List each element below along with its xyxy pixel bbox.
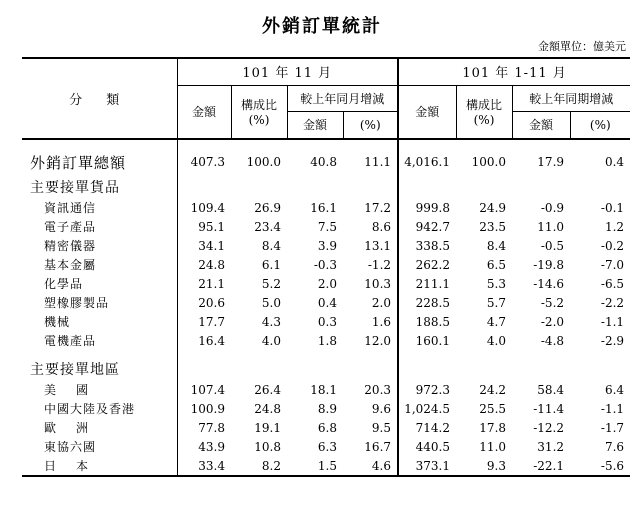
cell: -2.0 bbox=[540, 314, 565, 329]
row-label: 機械 bbox=[44, 315, 71, 329]
row-label: 中國大陸及香港 bbox=[44, 402, 136, 416]
share-header-2 bbox=[456, 85, 512, 139]
cell: 211.1 bbox=[398, 274, 456, 293]
page-title: 外銷訂單統計 bbox=[262, 16, 382, 37]
cell: 13.1 bbox=[364, 238, 392, 253]
cell: -1.2 bbox=[367, 257, 392, 272]
share-header-1 bbox=[231, 85, 287, 139]
cell: 0.4 bbox=[317, 295, 337, 310]
row-label: 歐洲 bbox=[44, 421, 109, 435]
table-row bbox=[22, 217, 630, 236]
cell: 100.0 bbox=[471, 155, 507, 169]
row-label: 日本 bbox=[44, 459, 109, 473]
cell: 0.3 bbox=[317, 314, 337, 329]
cell: -5.2 bbox=[540, 295, 565, 310]
row-label: 資訊通信 bbox=[44, 201, 97, 215]
cell: 12.0 bbox=[364, 333, 392, 348]
cell: 3.9 bbox=[317, 238, 337, 253]
cell: -0.1 bbox=[600, 200, 625, 215]
cell: 11.0 bbox=[537, 219, 565, 234]
cell: 16.4 bbox=[177, 331, 231, 350]
cell: 373.1 bbox=[398, 456, 456, 476]
cell: 972.3 bbox=[398, 380, 456, 399]
cell: 34.1 bbox=[177, 236, 231, 255]
cell: 4.7 bbox=[486, 314, 507, 329]
cell: 24.2 bbox=[479, 382, 507, 397]
cell: 10.3 bbox=[364, 276, 392, 291]
table-row bbox=[22, 274, 630, 293]
section-gap bbox=[22, 350, 630, 358]
table-row bbox=[22, 293, 630, 312]
cell: -12.2 bbox=[533, 420, 565, 435]
cell: 95.1 bbox=[177, 217, 231, 236]
amount-header-2: 金額 bbox=[398, 85, 456, 139]
cell: 4.6 bbox=[371, 458, 392, 473]
table-row bbox=[22, 456, 630, 476]
share-header-1-line2: (%) bbox=[248, 113, 270, 128]
cell: 2.0 bbox=[371, 295, 392, 310]
cell: 1.2 bbox=[604, 219, 625, 234]
cell: 9.5 bbox=[371, 420, 392, 435]
cell: 11.0 bbox=[479, 439, 507, 454]
cell: -1.7 bbox=[600, 420, 625, 435]
cell: 16.7 bbox=[364, 439, 392, 454]
cell: 8.2 bbox=[261, 458, 281, 473]
export-orders-table bbox=[22, 57, 630, 477]
section-title-regions: 主要接單地區 bbox=[30, 362, 120, 378]
cell: 8.4 bbox=[261, 238, 281, 253]
cell: -14.6 bbox=[533, 276, 565, 291]
cell: 262.2 bbox=[398, 255, 456, 274]
cell: 40.8 bbox=[310, 155, 337, 169]
cell: 6.5 bbox=[486, 257, 507, 272]
cell: 11.1 bbox=[364, 155, 392, 169]
cell: 20.6 bbox=[177, 293, 231, 312]
cell: 23.5 bbox=[479, 219, 507, 234]
cell: 109.4 bbox=[177, 198, 231, 217]
row-label: 美國 bbox=[44, 383, 109, 397]
cell: 1.6 bbox=[371, 314, 392, 329]
table-body bbox=[22, 139, 630, 477]
yoy-amount-header-2: 金額 bbox=[512, 111, 570, 139]
cell: 5.7 bbox=[486, 295, 507, 310]
cell: 31.2 bbox=[537, 439, 565, 454]
cell: -0.5 bbox=[540, 238, 565, 253]
cell: 18.1 bbox=[310, 382, 337, 397]
table-row bbox=[22, 198, 630, 217]
cell: 4,016.1 bbox=[398, 148, 456, 176]
cell: 17.9 bbox=[537, 155, 565, 169]
cell: 26.4 bbox=[254, 382, 281, 397]
amount-header-1: 金額 bbox=[177, 85, 231, 139]
cell: 4.3 bbox=[261, 314, 281, 329]
yoy-pct-header-2: (%) bbox=[570, 111, 630, 139]
cell: 5.2 bbox=[261, 276, 281, 291]
cell: 43.9 bbox=[177, 437, 231, 456]
cell: 23.4 bbox=[254, 219, 281, 234]
cell: -0.2 bbox=[600, 238, 625, 253]
period2-header: 101 年 1-11 月 bbox=[398, 58, 630, 85]
category-header: 分 類 bbox=[22, 58, 177, 139]
unit-note: 金額單位：億美元 bbox=[538, 40, 626, 53]
cell: 5.0 bbox=[261, 295, 281, 310]
share-header-2-line1: 構成比 bbox=[466, 98, 503, 113]
cell: 6.1 bbox=[261, 257, 281, 272]
cell: -0.9 bbox=[540, 200, 565, 215]
yoy-amount-header-1: 金額 bbox=[287, 111, 343, 139]
cell: -19.8 bbox=[533, 257, 565, 272]
table-row bbox=[22, 418, 630, 437]
table-row bbox=[22, 331, 630, 350]
row-label: 基本金屬 bbox=[44, 258, 97, 272]
cell: -1.1 bbox=[600, 314, 625, 329]
cell: 440.5 bbox=[398, 437, 456, 456]
cell: 6.3 bbox=[317, 439, 337, 454]
cell: -11.4 bbox=[533, 401, 565, 416]
cell: 4.0 bbox=[486, 333, 507, 348]
row-label: 塑橡膠製品 bbox=[44, 296, 110, 310]
total-label: 外銷訂單總額 bbox=[30, 153, 127, 172]
cell: 25.5 bbox=[479, 401, 507, 416]
cell: 6.8 bbox=[317, 420, 337, 435]
cell: -1.1 bbox=[600, 401, 625, 416]
cell: 77.8 bbox=[177, 418, 231, 437]
cell: 8.6 bbox=[371, 219, 392, 234]
cell: 26.9 bbox=[254, 200, 281, 215]
cell: 33.4 bbox=[177, 456, 231, 476]
cell: 6.4 bbox=[604, 382, 625, 397]
section-row-products bbox=[22, 176, 630, 198]
yoy-header-1: 較上年同月增減 bbox=[287, 85, 398, 111]
table-row bbox=[22, 312, 630, 331]
period1-header: 101 年 11 月 bbox=[177, 58, 398, 85]
cell: -7.0 bbox=[600, 257, 625, 272]
cell: -0.3 bbox=[313, 257, 337, 272]
cell: 338.5 bbox=[398, 236, 456, 255]
table-row bbox=[22, 399, 630, 418]
cell: 942.7 bbox=[398, 217, 456, 236]
section-title-products: 主要接單貨品 bbox=[30, 180, 120, 196]
row-label: 化學品 bbox=[44, 277, 84, 291]
yoy-header-2: 較上年同期增減 bbox=[512, 85, 630, 111]
cell: 100.0 bbox=[246, 155, 281, 169]
table-row bbox=[22, 380, 630, 399]
cell: 58.4 bbox=[537, 382, 565, 397]
cell: -2.9 bbox=[600, 333, 625, 348]
cell: 2.0 bbox=[317, 276, 337, 291]
row-label: 東協六國 bbox=[44, 440, 97, 454]
cell: 17.2 bbox=[364, 200, 392, 215]
cell: 9.6 bbox=[371, 401, 392, 416]
cell: 8.4 bbox=[486, 238, 507, 253]
row-label: 電子產品 bbox=[44, 220, 97, 234]
cell: -5.6 bbox=[600, 458, 625, 473]
cell: -6.5 bbox=[600, 276, 625, 291]
cell: 24.8 bbox=[177, 255, 231, 274]
cell: 21.1 bbox=[177, 274, 231, 293]
cell: 10.8 bbox=[254, 439, 281, 454]
cell: 107.4 bbox=[177, 380, 231, 399]
table-row bbox=[22, 437, 630, 456]
cell: 714.2 bbox=[398, 418, 456, 437]
cell: 7.5 bbox=[317, 219, 337, 234]
cell: 24.9 bbox=[479, 200, 507, 215]
cell: 7.6 bbox=[604, 439, 625, 454]
table-row bbox=[22, 255, 630, 274]
section-row-regions bbox=[22, 358, 630, 380]
cell: 4.0 bbox=[261, 333, 281, 348]
cell: 5.3 bbox=[486, 276, 507, 291]
cell: -4.8 bbox=[540, 333, 565, 348]
cell: 1,024.5 bbox=[398, 399, 456, 418]
cell: 160.1 bbox=[398, 331, 456, 350]
cell: 407.3 bbox=[177, 148, 231, 176]
cell: -22.1 bbox=[533, 458, 565, 473]
cell: 999.8 bbox=[398, 198, 456, 217]
cell: 17.8 bbox=[479, 420, 507, 435]
cell: 17.7 bbox=[177, 312, 231, 331]
header-row-period bbox=[22, 58, 630, 85]
table-row bbox=[22, 236, 630, 255]
cell: 1.8 bbox=[317, 333, 337, 348]
cell: 24.8 bbox=[254, 401, 281, 416]
share-header-2-line2: (%) bbox=[473, 113, 495, 128]
row-label: 精密儀器 bbox=[44, 239, 97, 253]
cell: -2.2 bbox=[600, 295, 625, 310]
yoy-pct-header-1: (%) bbox=[343, 111, 398, 139]
cell: 20.3 bbox=[364, 382, 392, 397]
share-header-1-line1: 構成比 bbox=[240, 98, 277, 113]
total-row bbox=[22, 148, 630, 176]
cell: 228.5 bbox=[398, 293, 456, 312]
cell: 8.9 bbox=[317, 401, 337, 416]
cell: 1.5 bbox=[317, 458, 337, 473]
cell: 9.3 bbox=[486, 458, 507, 473]
cell: 188.5 bbox=[398, 312, 456, 331]
cell: 100.9 bbox=[177, 399, 231, 418]
cell: 16.1 bbox=[310, 200, 337, 215]
row-label: 電機產品 bbox=[44, 334, 97, 348]
cell: 0.4 bbox=[604, 155, 625, 169]
cell: 19.1 bbox=[254, 420, 281, 435]
